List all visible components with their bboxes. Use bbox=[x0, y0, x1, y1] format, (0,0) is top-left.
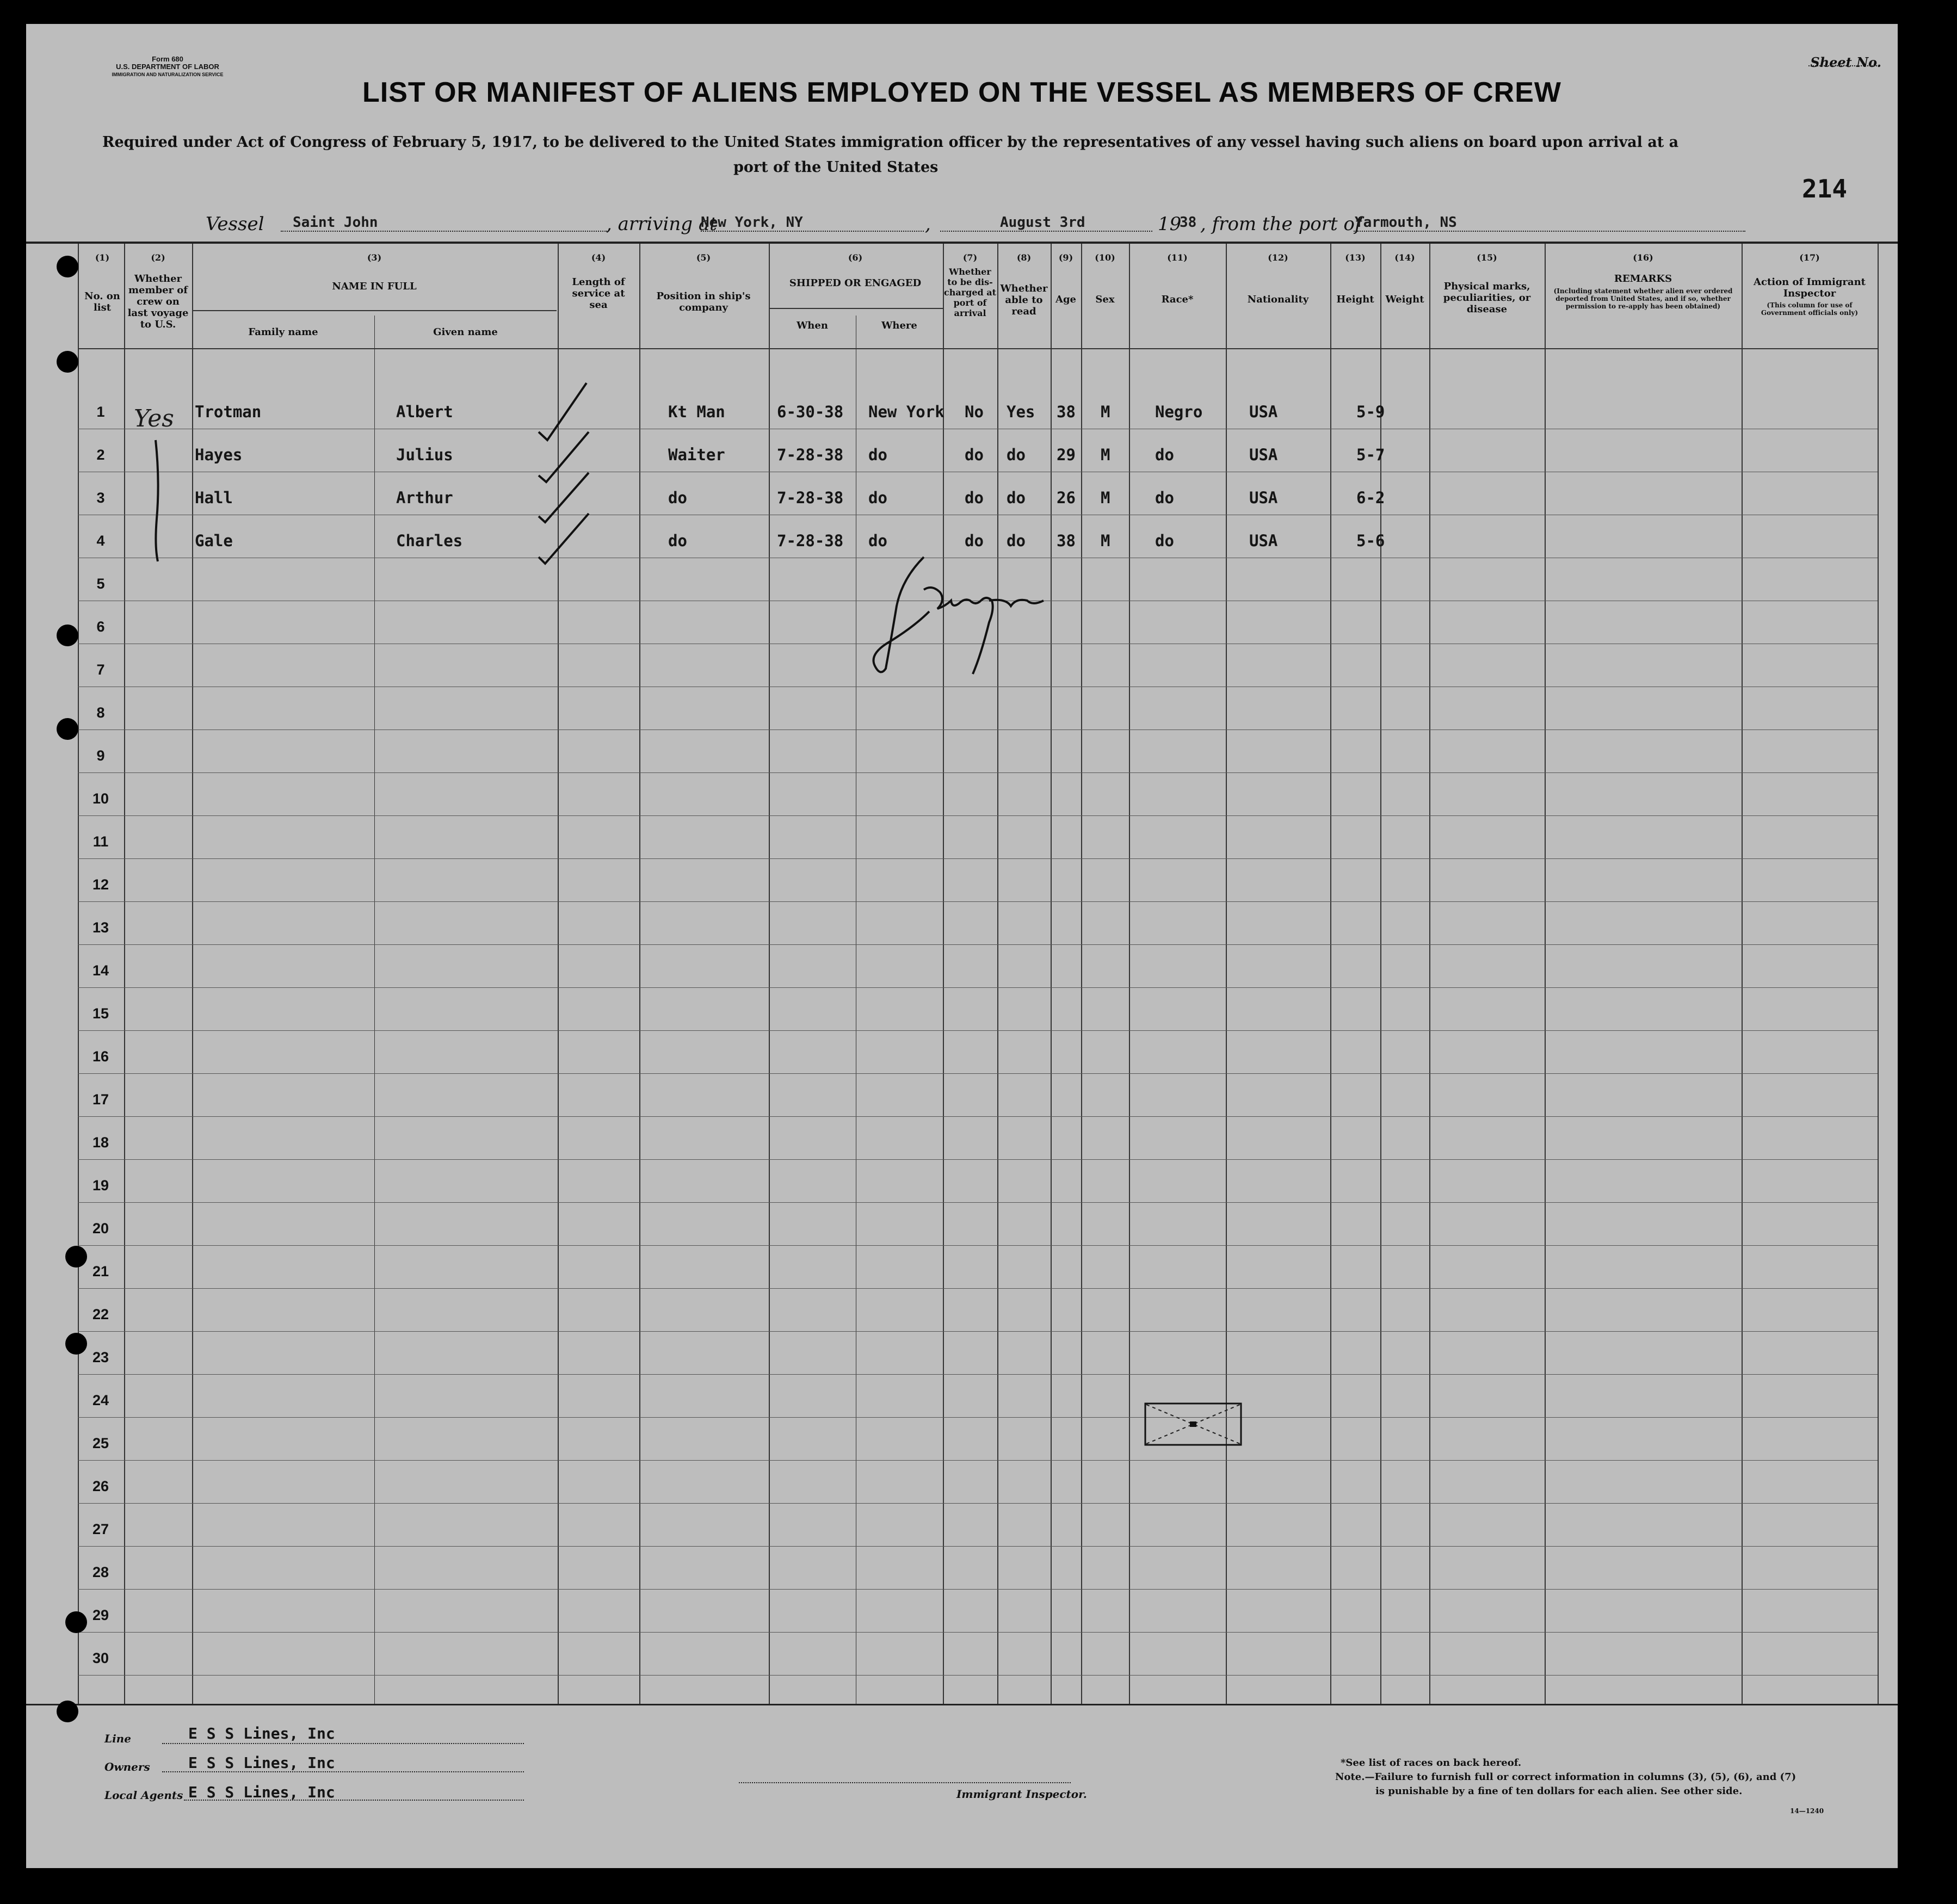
column-rule bbox=[997, 244, 998, 1704]
stamp-mark bbox=[1144, 1402, 1242, 1446]
subheader-rule bbox=[769, 308, 943, 309]
from-port-label: , from the port of bbox=[1200, 213, 1362, 235]
shipped-where-cell: do bbox=[868, 446, 887, 464]
column-rule bbox=[1129, 244, 1130, 1704]
age-cell: 29 bbox=[1057, 446, 1076, 464]
row-rule bbox=[78, 1073, 1878, 1074]
binder-hole bbox=[65, 1611, 87, 1633]
able-to-read-cell: do bbox=[1007, 489, 1026, 507]
line-underline bbox=[162, 1743, 524, 1744]
row-number: 27 bbox=[92, 1521, 109, 1537]
column-rule bbox=[1051, 244, 1052, 1704]
column-rule bbox=[1742, 244, 1743, 1704]
row-rule bbox=[78, 1116, 1878, 1117]
owners-value: E S S Lines, Inc bbox=[188, 1754, 335, 1772]
row-number: 1 bbox=[96, 404, 105, 420]
row-number: 12 bbox=[92, 876, 109, 893]
table-top-rule bbox=[26, 242, 1898, 244]
col-15-number: (15) bbox=[1477, 252, 1497, 263]
col-3-given-name: Given name bbox=[433, 326, 498, 338]
col-14-number: (14) bbox=[1394, 252, 1415, 263]
form-number: Form 680 bbox=[152, 55, 183, 63]
local-agents-value: E S S Lines, Inc bbox=[188, 1783, 335, 1801]
service-name: IMMIGRATION AND NATURALIZATION SERVICE bbox=[112, 72, 224, 77]
arrival-port-line bbox=[701, 231, 924, 232]
discharged-cell: do bbox=[965, 489, 984, 507]
family-name-cell: Gale bbox=[195, 531, 233, 550]
row-rule bbox=[78, 815, 1878, 816]
column-rule bbox=[1878, 244, 1879, 1704]
owners-label: Owners bbox=[104, 1760, 150, 1773]
col-8-number: (8) bbox=[1016, 252, 1032, 263]
departure-port: Yarmouth, NS bbox=[1355, 214, 1457, 231]
column-rule bbox=[1081, 244, 1082, 1704]
table-bottom-rule bbox=[26, 1704, 1898, 1705]
col-3-family-name: Family name bbox=[248, 326, 318, 338]
col-17-number: (17) bbox=[1799, 252, 1820, 263]
document-title: LIST OR MANIFEST OF ALIENS EMPLOYED ON THE VESSEL AS MEMBERS OF CREW bbox=[362, 77, 1561, 108]
vessel-line bbox=[206, 213, 264, 235]
col-5-number: (5) bbox=[696, 252, 711, 263]
col-6-number: (6) bbox=[848, 252, 863, 263]
arrival-date: August 3rd bbox=[1000, 214, 1085, 231]
row-number: 11 bbox=[92, 833, 109, 850]
penalty-note-2: is punishable by a fine of ten dollars for each alien. See other side. bbox=[1375, 1785, 1743, 1797]
row-number: 18 bbox=[92, 1134, 109, 1151]
arrival-port: New York, NY bbox=[701, 214, 803, 231]
given-name-cell: Albert bbox=[396, 403, 453, 421]
row-number: 16 bbox=[92, 1048, 109, 1065]
shipped-when-cell: 7-28-38 bbox=[777, 489, 844, 507]
row-rule bbox=[78, 1460, 1878, 1461]
col-1-number: (1) bbox=[95, 252, 110, 263]
row-rule bbox=[78, 1159, 1878, 1160]
row-number: 7 bbox=[96, 662, 105, 678]
position-cell: do bbox=[668, 531, 687, 550]
form-code: 14—1240 bbox=[1790, 1807, 1824, 1815]
shipped-where-cell: New York bbox=[868, 403, 944, 421]
col-5-header: Position in ship's company bbox=[656, 290, 751, 313]
row-rule bbox=[78, 1245, 1878, 1246]
col-1-header: No. on list bbox=[84, 290, 120, 313]
row-rule bbox=[78, 944, 1878, 945]
row-number: 10 bbox=[92, 790, 109, 807]
row-number: 30 bbox=[92, 1650, 109, 1666]
row-rule bbox=[78, 1675, 1878, 1676]
form-identifier bbox=[75, 55, 260, 78]
col-9-header: Age bbox=[1055, 294, 1076, 305]
col-11-number: (11) bbox=[1167, 252, 1188, 263]
position-cell: Waiter bbox=[668, 446, 725, 464]
height-cell: 5-9 bbox=[1356, 403, 1385, 421]
discharged-cell: do bbox=[965, 531, 984, 550]
col-12-header: Nationality bbox=[1247, 294, 1309, 305]
races-note: *See list of races on back hereof. bbox=[1341, 1757, 1522, 1769]
row-number: 23 bbox=[92, 1349, 109, 1365]
col-16-header: REMARKS bbox=[1614, 273, 1672, 285]
binder-hole bbox=[57, 351, 78, 373]
row-number: 2 bbox=[96, 447, 105, 463]
row-rule bbox=[78, 1417, 1878, 1418]
row-number: 15 bbox=[92, 1005, 109, 1022]
vessel-label: Vessel bbox=[206, 213, 264, 235]
row-number: 24 bbox=[92, 1392, 109, 1408]
col-17-subheader: (This column for use of Government officials only) bbox=[1761, 301, 1859, 317]
col-9-number: (9) bbox=[1058, 252, 1073, 263]
column-rule bbox=[1429, 244, 1430, 1704]
given-name-cell: Charles bbox=[396, 531, 463, 550]
local-agents-label: Local Agents bbox=[104, 1789, 183, 1802]
column-rule bbox=[769, 244, 770, 1704]
header-bottom-rule bbox=[78, 348, 1878, 349]
row-number: 22 bbox=[92, 1306, 109, 1322]
height-cell: 5-6 bbox=[1356, 531, 1385, 550]
document-subtitle: Required under Act of Congress of February 5, 1917, to be delivered to the United States immigration officer by the representatives of any vessel having such aliens on board upon arrival at a bbox=[102, 134, 1679, 151]
able-to-read-cell: Yes bbox=[1007, 403, 1035, 421]
crew-last-voyage-yes: Yes bbox=[134, 405, 174, 432]
nationality-cell: USA bbox=[1249, 489, 1278, 507]
nationality-cell: USA bbox=[1249, 531, 1278, 550]
col-10-number: (10) bbox=[1095, 252, 1115, 263]
family-name-cell: Hayes bbox=[195, 446, 243, 464]
column-rule bbox=[124, 244, 125, 1704]
col-6-when: When bbox=[797, 320, 828, 331]
row-number: 20 bbox=[92, 1220, 109, 1237]
year-suffix: 38 bbox=[1180, 214, 1197, 231]
sheet-number-line bbox=[1808, 65, 1879, 66]
race-cell: Negro bbox=[1155, 403, 1203, 421]
col-3-number: (3) bbox=[367, 252, 382, 263]
departure-port-line bbox=[1354, 231, 1745, 232]
row-rule bbox=[78, 987, 1878, 988]
race-cell: do bbox=[1155, 446, 1174, 464]
line-value: E S S Lines, Inc bbox=[188, 1724, 335, 1742]
row-number: 17 bbox=[92, 1091, 109, 1108]
line-label: Line bbox=[104, 1732, 131, 1745]
manifest-sheet bbox=[26, 24, 1898, 1868]
row-number: 19 bbox=[92, 1177, 109, 1194]
arrival-date-line bbox=[940, 231, 1152, 232]
shipped-when-cell: 6-30-38 bbox=[777, 403, 844, 421]
family-name-cell: Trotman bbox=[195, 403, 262, 421]
sex-cell: M bbox=[1101, 446, 1110, 464]
owners-underline bbox=[162, 1771, 524, 1772]
binder-hole bbox=[65, 1246, 87, 1268]
year-prefix: 19 bbox=[1158, 213, 1182, 235]
row-number: 3 bbox=[96, 490, 105, 506]
height-cell: 6-2 bbox=[1356, 489, 1385, 507]
col-13-number: (13) bbox=[1345, 252, 1366, 263]
row-rule bbox=[78, 1374, 1878, 1375]
row-number: 25 bbox=[92, 1435, 109, 1451]
column-rule bbox=[1330, 244, 1331, 1704]
row-rule bbox=[78, 1288, 1878, 1289]
department-name: U.S. DEPARTMENT OF LABOR bbox=[116, 63, 219, 71]
discharged-cell: No bbox=[965, 403, 984, 421]
immigrant-inspector-label: Immigrant Inspector. bbox=[956, 1788, 1087, 1801]
position-cell: do bbox=[668, 489, 687, 507]
signature-text: J Singer bbox=[864, 546, 867, 547]
col-14-header: Weight bbox=[1385, 294, 1424, 305]
binder-hole bbox=[65, 1333, 87, 1355]
vessel-name-line bbox=[281, 231, 607, 232]
given-name-cell: Arthur bbox=[396, 489, 453, 507]
row-number: 29 bbox=[92, 1607, 109, 1623]
row-rule bbox=[78, 772, 1878, 773]
yes-bracket-mark bbox=[146, 437, 168, 562]
row-number: 4 bbox=[96, 533, 105, 549]
document-subtitle-port: port of the United States bbox=[733, 159, 939, 176]
row-number: 14 bbox=[92, 962, 109, 979]
column-rule bbox=[943, 244, 944, 1704]
nationality-cell: USA bbox=[1249, 403, 1278, 421]
shipped-when-cell: 7-28-38 bbox=[777, 446, 844, 464]
col-2-number: (2) bbox=[151, 252, 165, 263]
col-4-header: Length of service at sea bbox=[572, 276, 625, 311]
col-13-header: Height bbox=[1336, 294, 1374, 305]
sex-cell: M bbox=[1101, 489, 1110, 507]
check-marks bbox=[532, 350, 614, 579]
family-name-cell: Hall bbox=[195, 489, 233, 507]
given-name-cell: Julius bbox=[396, 446, 453, 464]
comma-separator: , bbox=[925, 213, 931, 235]
age-cell: 26 bbox=[1057, 489, 1076, 507]
column-rule bbox=[639, 244, 640, 1704]
binder-hole bbox=[57, 625, 78, 646]
inspector-signature-line bbox=[739, 1782, 1071, 1783]
shipped-where-cell: do bbox=[868, 489, 887, 507]
row-number: 6 bbox=[96, 619, 105, 635]
binder-hole bbox=[57, 718, 78, 740]
col-3-header: NAME IN FULL bbox=[332, 281, 417, 292]
col-15-header: Physical marks, peculiarities, or disease bbox=[1443, 281, 1531, 315]
discharged-cell: do bbox=[965, 446, 984, 464]
inspector-signature bbox=[864, 546, 1060, 677]
col-16-number: (16) bbox=[1633, 252, 1653, 263]
row-number: 13 bbox=[92, 919, 109, 936]
height-cell: 5-7 bbox=[1356, 446, 1385, 464]
row-number: 28 bbox=[92, 1564, 109, 1580]
col-12-number: (12) bbox=[1268, 252, 1288, 263]
sex-cell: M bbox=[1101, 403, 1110, 421]
able-to-read-cell: do bbox=[1007, 446, 1026, 464]
page-number: 214 bbox=[1802, 174, 1848, 203]
arriving-label: , arriving at bbox=[606, 213, 717, 235]
local-agents-underline bbox=[184, 1800, 524, 1801]
row-number: 5 bbox=[96, 576, 105, 592]
col-7-number: (7) bbox=[962, 252, 978, 263]
row-number: 8 bbox=[96, 704, 105, 721]
able-to-read-cell: do bbox=[1007, 531, 1026, 550]
row-rule bbox=[78, 1331, 1878, 1332]
penalty-note-1: Note.—Failure to furnish full or correct information in columns (3), (5), (6), and (7) bbox=[1335, 1771, 1797, 1783]
row-rule bbox=[78, 901, 1878, 902]
col-16-subheader: (Including statement whether alien ever ordered deported from United States, and if so, whether permission to re-apply has been obtained) bbox=[1553, 287, 1733, 310]
column-rule bbox=[1226, 244, 1227, 1704]
shipped-when-cell: 7-28-38 bbox=[777, 531, 844, 550]
row-rule bbox=[78, 1030, 1878, 1031]
col-11-header: Race* bbox=[1161, 294, 1194, 305]
column-rule bbox=[1545, 244, 1546, 1704]
row-number: 21 bbox=[92, 1263, 109, 1279]
col-6-header: SHIPPED OR ENGAGED bbox=[789, 277, 922, 289]
age-cell: 38 bbox=[1057, 403, 1076, 421]
shipped-where-cell: do bbox=[868, 531, 887, 550]
col-8-header: Whether able to read bbox=[1000, 283, 1048, 317]
col-10-header: Sex bbox=[1095, 294, 1115, 305]
row-number: 9 bbox=[96, 747, 105, 764]
row-number: 26 bbox=[92, 1478, 109, 1494]
row-rule bbox=[78, 1632, 1878, 1633]
sex-cell: M bbox=[1101, 531, 1110, 550]
column-rule bbox=[374, 316, 375, 1704]
row-rule bbox=[78, 1546, 1878, 1547]
column-rule bbox=[192, 244, 193, 1704]
col-17-header: Action of Immigrant Inspector bbox=[1754, 276, 1866, 299]
col-4-number: (4) bbox=[591, 252, 606, 263]
row-rule bbox=[78, 1503, 1878, 1504]
position-cell: Kt Man bbox=[668, 403, 725, 421]
col-2-header: Whether member of crew on last voyage to U.S. bbox=[127, 273, 189, 330]
binder-hole bbox=[57, 256, 78, 277]
sheet-number-label: Sheet No. bbox=[1810, 54, 1881, 70]
race-cell: do bbox=[1155, 531, 1174, 550]
nationality-cell: USA bbox=[1249, 446, 1278, 464]
row-rule bbox=[78, 858, 1878, 859]
row-rule bbox=[78, 1589, 1878, 1590]
subheader-rule bbox=[192, 310, 557, 311]
race-cell: do bbox=[1155, 489, 1174, 507]
col-6-where: Where bbox=[881, 320, 917, 331]
col-7-header: Whether to be dis-charged at port of arrival bbox=[943, 267, 997, 318]
vessel-name: Saint John bbox=[293, 214, 378, 231]
row-rule bbox=[78, 1202, 1878, 1203]
age-cell: 38 bbox=[1057, 531, 1076, 550]
binder-hole bbox=[57, 1701, 78, 1722]
